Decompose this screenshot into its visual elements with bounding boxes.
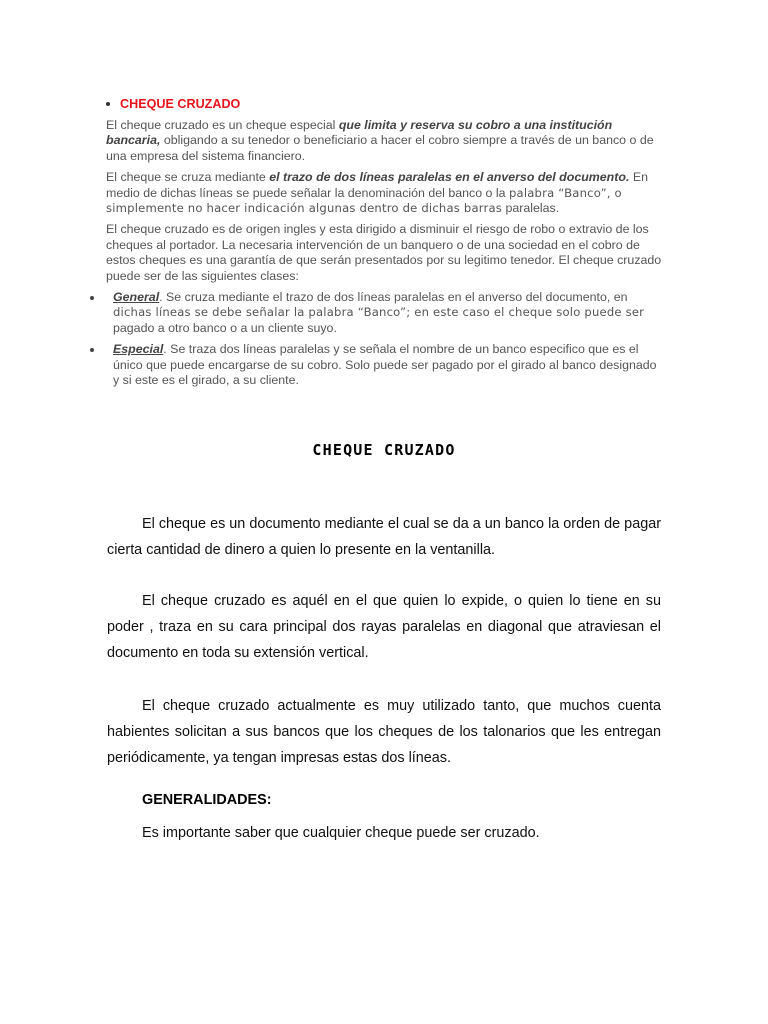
paragraph-definition — [106, 118, 666, 164]
body-paragraph-1 — [107, 511, 661, 563]
body-paragraph-2 — [107, 588, 661, 666]
text-run: dichas líneas se debe señalar la palabra “Banco”; en este caso el cheque solo puede ser — [113, 305, 645, 320]
list-item-label: General — [113, 290, 160, 305]
page-title: CHEQUE CRUZADO — [312, 441, 456, 459]
text-run: palabra “Banco”, o simplemente no hacer indicación algunas dentro de dichas barras — [106, 185, 622, 216]
text-run: El cheque cruzado es un cheque especial — [106, 118, 339, 132]
section-heading — [106, 94, 666, 114]
paragraph-text: El cheque cruzado actualmente es muy utilizado tanto, que muchos cuenta habientes solicitan a sus bancos que los cheques de los talonarios que les entregan periódicamente, ya tengan impresas estas dos líneas. — [107, 698, 661, 766]
emphasis-text: el trazo de dos líneas paralelas en el anverso del documento. — [269, 170, 630, 185]
generalidades-text: Es importante saber que cualquier cheque puede ser cruzado. — [142, 825, 540, 841]
body-paragraph-3 — [107, 693, 661, 771]
section-heading-text: CHEQUE CRUZADO — [120, 97, 241, 111]
paragraph-text: El cheque cruzado es aquél en el que quien lo expide, o quien lo tiene en su poder , traza en su cara principal dos rayas paralelas en diagonal que atraviesan el documento en toda su extensión vertical. — [107, 593, 661, 661]
bullet-dot-icon — [90, 348, 94, 352]
paragraph-origin: El cheque cruzado es de origen ingles y esta dirigido a disminuir el riesgo de robo o extravio de los cheques al portador. La necesaria intervención de un banquero o de una sociedad en el cobro de estos cheques es una garantía de que serán presentados por su legitimo tenedor. El cheque cruzado puede ser de las siguientes clases: — [106, 222, 662, 283]
bullet-dot-icon — [106, 102, 110, 106]
text-run: En medio de dichas líneas se puede señalar la denominación del banco o la — [106, 170, 648, 200]
text-run: paralelas. — [502, 201, 560, 216]
list-item — [106, 290, 666, 336]
text-run: . Se traza dos líneas paralelas y se señala el nombre de un banco especifico que es el único que puede encargarse de su cobro. Solo puede ser pagado por el girado al banco designado y si este es el girado, a su cliente. — [113, 342, 657, 388]
paragraph-method — [106, 170, 666, 216]
bullet-dot-icon — [90, 296, 94, 300]
cheque-classes-list — [106, 290, 666, 388]
paragraph-text: El cheque es un documento mediante el cual se da a un banco la orden de pagar cierta cantidad de dinero a quien lo presente en la ventanilla. — [107, 516, 661, 558]
text-run: El cheque se cruza mediante — [106, 170, 270, 185]
generalidades-heading: GENERALIDADES: — [142, 792, 272, 808]
list-item-label: Especial — [113, 342, 164, 357]
list-item — [106, 342, 666, 388]
text-run: pagado a otro banco o a un cliente suyo. — [113, 320, 337, 335]
text-run: obligando a su tenedor o beneficiario a hacer el cobro siempre a través de un banco o de una empresa del sistema financiero. — [106, 133, 654, 163]
emphasis-text: que limita y reserva su cobro a una institución bancaria, — [106, 118, 613, 148]
top-excerpt — [106, 94, 666, 395]
text-run: . Se cruza mediante el trazo de dos líneas paralelas en el anverso del documento, en — [159, 290, 628, 305]
